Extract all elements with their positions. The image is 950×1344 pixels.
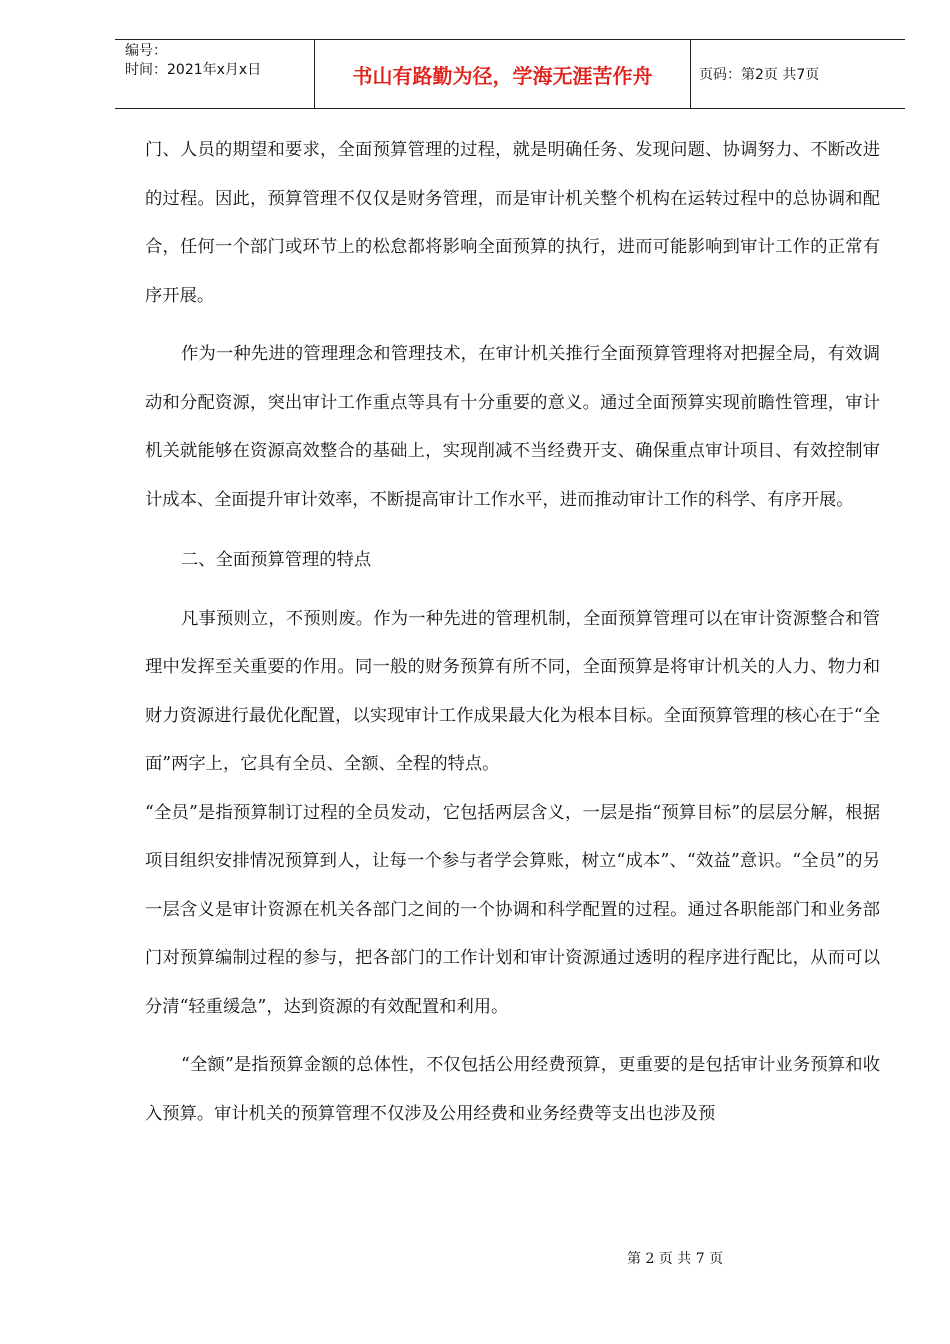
code-label: 编号： <box>125 43 167 59</box>
header-page-label: 页码：第2页 共7页 <box>699 67 820 83</box>
header-motto: 书山有路勤为径，学海无涯苦作舟 <box>315 40 691 108</box>
paragraph: 作为一种先进的管理理念和管理技术，在审计机关推行全面预算管理将对把握全局，有效调动和分配资源，突出审计工作重点等具有十分重要的意义。通过全面预算实现前瞻性管理，审计机关就能够在资源高效整合的基础上，实现削减不当经费开支、确保重点审计项目、有效控制审计成本、全面提升审计效率，不断提高审计工作水平，进而推动审计工作的科学、有序开展。 <box>145 344 880 510</box>
section-heading: 二、全面预算管理的特点 <box>181 550 372 570</box>
document-body <box>145 126 880 1138</box>
paragraph: “全员”是指预算制订过程的全员发动，它包括两层含义，一层是指“预算目标”的层层分解，根据项目组织安排情况预算到人，让每一个参与者学会算账，树立“成本”、“效益”意识。“全员”的另一层含义是审计资源在机关各部门之间的一个协调和科学配置的过程。通过各职能部门和业务部门对预算编制过程的参与，把各部门的工作计划和审计资源通过透明的程序进行配比，从而可以分清“轻重缓急”，达到资源的有效配置和利用。 <box>145 802 880 1017</box>
page-footer: 第 2 页 共 7 页 <box>627 1251 724 1267</box>
paragraph: “全额”是指预算金额的总体性，不仅包括公用经费预算，更重要的是包括审计业务预算和收入预算。审计机关的预算管理不仅涉及公用经费和业务经费等支出也涉及预 <box>145 1055 880 1124</box>
time-label: 时间：2021年x月x日 <box>125 62 262 78</box>
header-meta <box>115 40 315 108</box>
paragraph: 凡事预则立，不预则废。作为一种先进的管理机制，全面预算管理可以在审计资源整合和管理中发挥至关重要的作用。同一般的财务预算有所不同，全面预算是将审计机关的人力、物力和财力资源进行最优化配置，以实现审计工作成果最大化为根本目标。全面预算管理的核心在于“全面”两字上，它具有全员、全额、全程的特点。 <box>145 608 880 774</box>
paragraph: 门、人员的期望和要求，全面预算管理的过程，就是明确任务、发现问题、协调努力、不断改进的过程。因此，预算管理不仅仅是财务管理，而是审计机关整个机构在运转过程中的总协调和配合，任何一个部门或环节上的松怠都将影响全面预算的执行，进而可能影响到审计工作的正常有序开展。 <box>145 140 880 306</box>
page-header <box>115 39 905 109</box>
